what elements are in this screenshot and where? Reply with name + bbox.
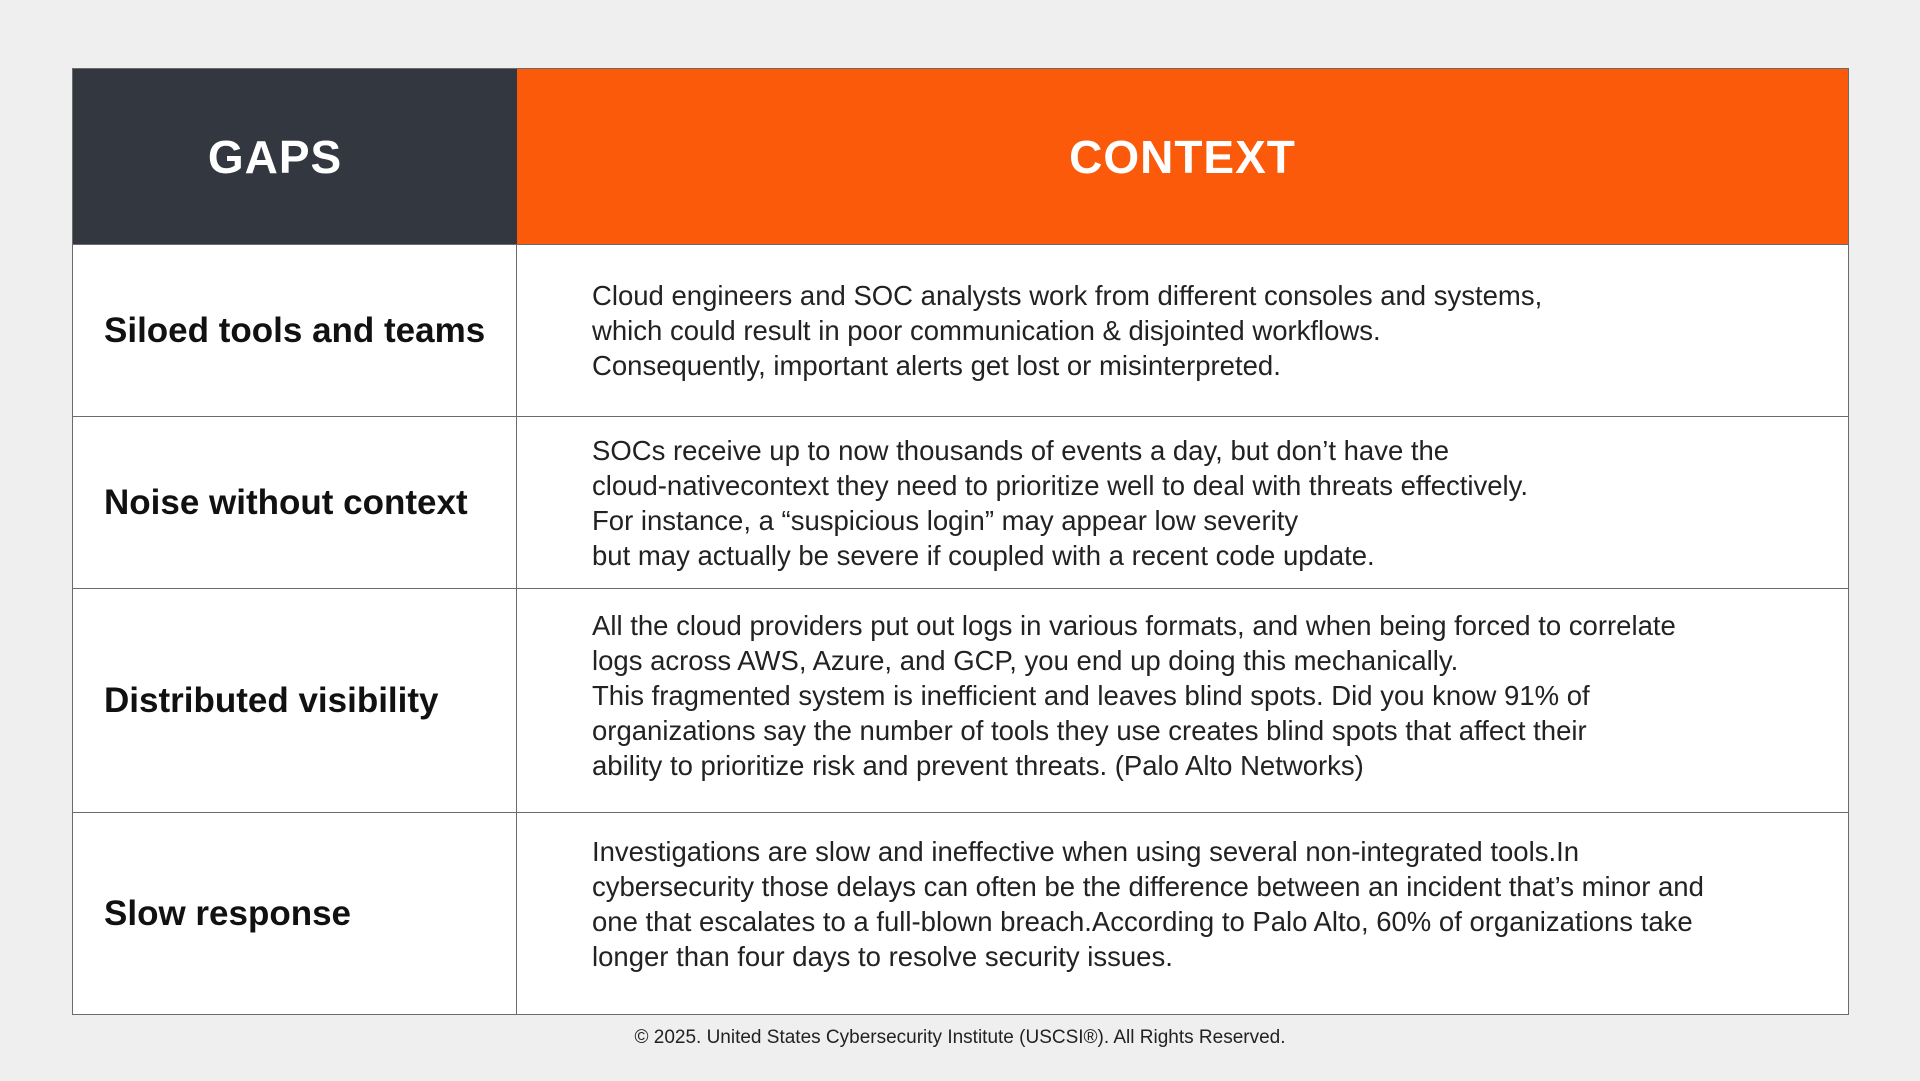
context-line: one that escalates to a full-blown breach.According to Palo Alto, 60% of organizations take xyxy=(592,905,1693,937)
table-header-row xyxy=(73,69,1848,244)
context-line: longer than four days to resolve security issues. xyxy=(592,940,1173,972)
table-row xyxy=(73,588,1848,812)
context-text xyxy=(517,433,1548,573)
gap-cell xyxy=(73,589,517,812)
context-text xyxy=(517,608,1696,783)
gaps-context-table xyxy=(72,68,1849,1015)
context-line: For instance, a “suspicious login” may appear low severity xyxy=(592,504,1299,536)
context-cell xyxy=(517,813,1848,1014)
context-text xyxy=(517,834,1724,974)
gap-label: Siloed tools and teams xyxy=(104,310,486,350)
context-line: cybersecurity those delays can often be the difference between an incident that’s minor and xyxy=(592,870,1704,902)
table-row xyxy=(73,812,1848,1014)
gaps-header-cell xyxy=(73,69,517,244)
context-line: Investigations are slow and ineffective when using several non-integrated tools.In xyxy=(592,835,1580,867)
context-line: ability to prioritize risk and prevent threats. (Palo Alto Networks) xyxy=(592,750,1364,781)
context-line: SOCs receive up to now thousands of events a day, but don’t have the xyxy=(592,434,1450,466)
context-header-cell xyxy=(517,69,1848,244)
gap-label: Noise without context xyxy=(104,482,468,522)
gaps-header-label: GAPS xyxy=(207,130,343,183)
gap-cell xyxy=(73,417,517,588)
gap-cell xyxy=(73,245,517,416)
context-line: logs across AWS, Azure, and GCP, you end up doing this mechanically. xyxy=(592,645,1459,676)
context-cell xyxy=(517,589,1848,812)
gap-label: Distributed visibility xyxy=(104,680,439,720)
context-line: All the cloud providers put out logs in various formats, and when being forced to correlate xyxy=(592,610,1676,641)
context-line: Consequently, important alerts get lost or misinterpreted. xyxy=(592,350,1281,381)
copyright-footer: © 2025. United States Cybersecurity Institute (USCSI®). All Rights Reserved. xyxy=(634,1027,1286,1048)
gap-cell xyxy=(73,813,517,1014)
context-line: organizations say the number of tools they use creates blind spots that affect their xyxy=(592,715,1587,746)
context-line: but may actually be severe if coupled with a recent code update. xyxy=(592,539,1375,571)
context-text xyxy=(517,278,1562,383)
context-cell xyxy=(517,245,1848,416)
context-line: cloud-nativecontext they need to prioritize well to deal with threats effectively. xyxy=(592,469,1529,501)
context-header-label: CONTEXT xyxy=(1069,130,1296,183)
table-row xyxy=(73,244,1848,416)
context-cell xyxy=(517,417,1848,588)
gap-label: Slow response xyxy=(104,893,352,933)
context-line: This fragmented system is inefficient and leaves blind spots. Did you know 91% of xyxy=(592,680,1590,711)
context-line: which could result in poor communication & disjointed workflows. xyxy=(592,315,1381,346)
context-line: Cloud engineers and SOC analysts work from different consoles and systems, xyxy=(592,280,1543,311)
table-row xyxy=(73,416,1848,588)
